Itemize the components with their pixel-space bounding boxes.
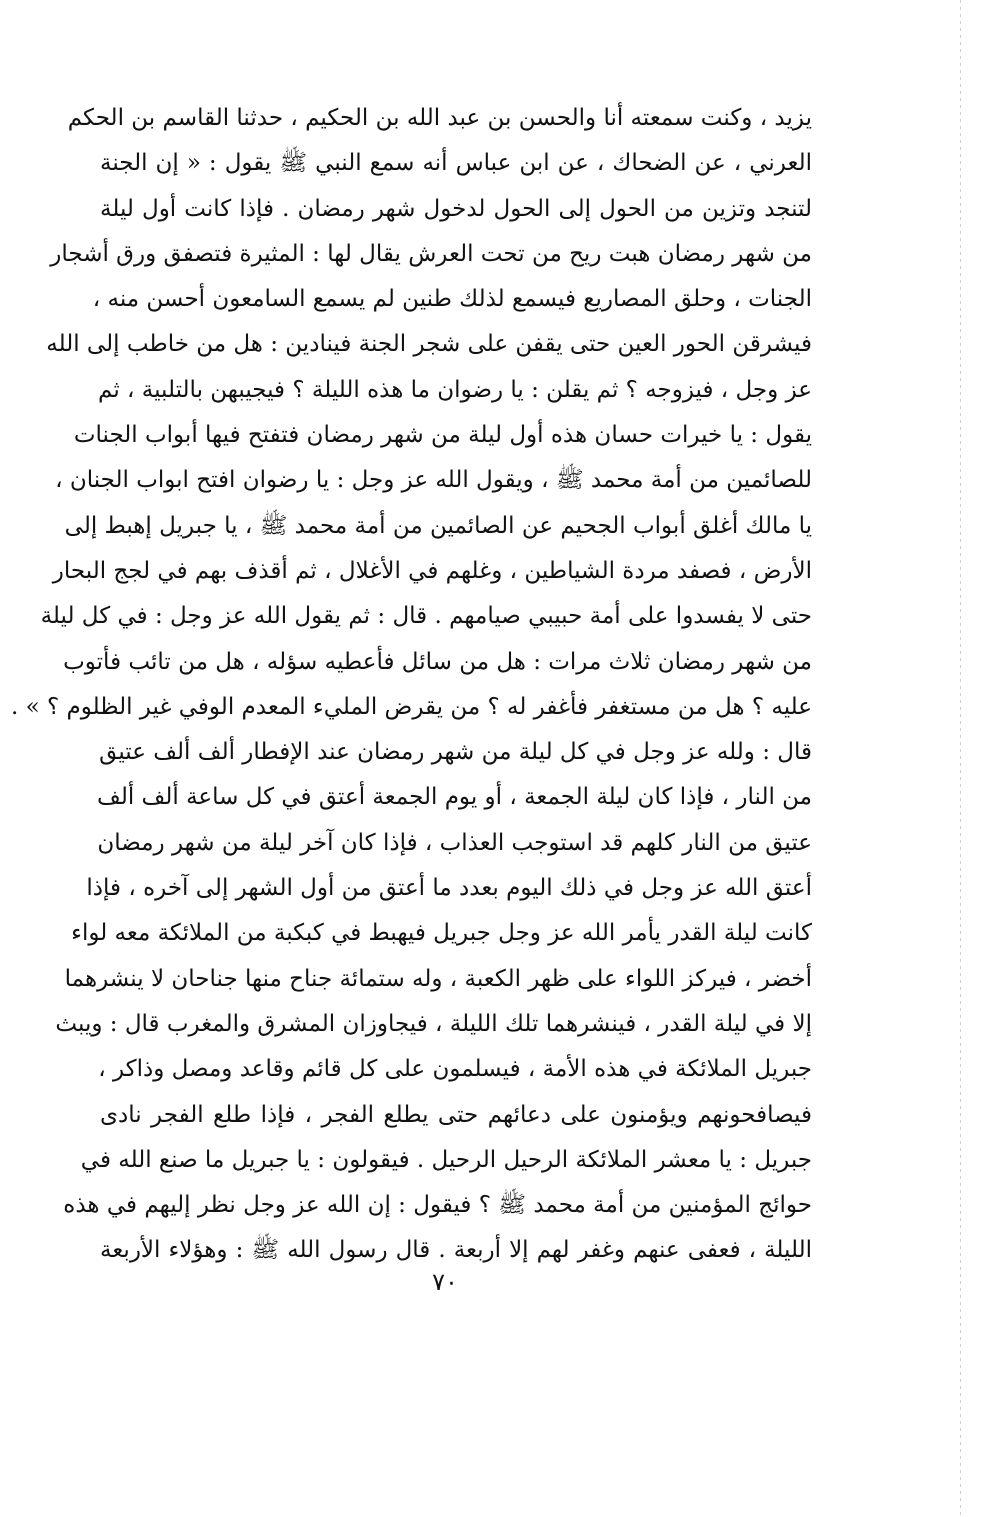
text-line-25: حوائج المؤمنين من أمة محمد ﷺ ؟ فيقول : إن الله عز وجل نظر إليهم في هذه	[63, 1192, 812, 1219]
text-line-21: إلا في ليلة القدر ، فينشرهما تلك الليلة ، فيجاوزان المشرق والمغرب قال : ويبث	[55, 1010, 812, 1037]
scan-edge-divider	[960, 0, 961, 1517]
text-line-10: يا مالك أغلق أبواب الجحيم عن الصائمين من أمة محمد ﷺ ، يا جبريل إهبط إلى	[64, 512, 812, 539]
text-line-3: لتنجد وتزين من الحول إلى الحول لدخول شهر رمضان . فإذا كانت أول ليلة	[100, 195, 812, 222]
body-text	[10, 96, 812, 1274]
text-line-23: فيصافحونهم ويؤمنون على دعائهم حتى يطلع الفجر ، فإذا طلع الفجر نادى	[100, 1101, 812, 1128]
text-line-8: يقول : يا خيرات حسان هذه أول ليلة من شهر رمضان فتفتح فيها أبواب الجنات	[73, 422, 812, 449]
text-line-5: الجنات ، وحلق المصاريع فيسمع لذلك طنين لم يسمع السامعون أحسن منه ،	[92, 286, 812, 313]
text-line-26: الليلة ، فعفى عنهم وغفر لهم إلا أربعة . قال رسول الله ﷺ : وهؤلاء الأربعة	[100, 1237, 812, 1264]
text-line-16: من النار ، فإذا كان ليلة الجمعة ، أو يوم الجمعة أعتق في كل ساعة ألف ألف	[97, 784, 812, 811]
text-line-9: للصائمين من أمة محمد ﷺ ، ويقول الله عز وجل : يا رضوان افتح ابواب الجنان ،	[55, 467, 812, 494]
text-line-6: فيشرقن الحور العين حتى يقفن على شجر الجنة فينادين : هل من خاطب إلى الله	[46, 331, 812, 358]
text-line-19: كانت ليلة القدر يأمر الله عز وجل جبريل فيهبط في كبكبة من الملائكة معه لواء	[71, 920, 812, 947]
text-line-20: أخضر ، فيركز اللواء على ظهر الكعبة ، وله ستمائة جناح منها جناحان لا ينشرهما	[64, 965, 812, 992]
text-line-24: جبريل : يا معشر الملائكة الرحيل الرحيل . فيقولون : يا جبريل ما صنع الله في	[80, 1146, 812, 1173]
text-line-14: عليه ؟ هل من مستغفر فأغفر له ؟ من يقرض المليء المعدم الوفي غير الظلوم ؟ » .	[10, 693, 812, 720]
text-line-7: عز وجل ، فيزوجه ؟ ثم يقلن : يا رضوان ما هذه الليلة ؟ فيجيبهن بالتلبية ، ثم	[98, 376, 812, 403]
text-line-2: العرني ، عن الضحاك ، عن ابن عباس أنه سمع النبي ﷺ يقول : « إن الجنة	[100, 150, 812, 177]
text-line-12: حتى لا يفسدوا على أمة حبيبي صيامهم . قال : ثم يقول الله عز وجل : في كل ليلة	[40, 603, 812, 630]
page-number: ٧٠	[432, 1268, 458, 1296]
text-line-4: من شهر رمضان هبت ريح من تحت العرش يقال لها : المثيرة فتصفق ورق أشجار	[50, 240, 812, 267]
text-line-13: من شهر رمضان ثلاث مرات : هل من سائل فأعطيه سؤله ، هل من تائب فأتوب	[63, 648, 812, 675]
text-line-15: قال : ولله عز وجل في كل ليلة من شهر رمضان عند الإفطار ألف ألف عتيق	[99, 739, 812, 766]
text-line-11: الأرض ، فصفد مردة الشياطين ، وغلهم في الأغلال ، ثم أقذف بهم في لجج البحار	[52, 557, 812, 584]
text-line-1: يزيد ، وكنت سمعته أنا والحسن بن عبد الله بن الحكيم ، حدثنا القاسم بن الحكم	[67, 105, 812, 131]
text-line-18: أعتق الله عز وجل في ذلك اليوم بعدد ما أعتق من أول الشهر إلى آخره ، فإذا	[86, 875, 812, 902]
text-line-17: عتيق من النار كلهم قد استوجب العذاب ، فإذا كان آخر ليلة من شهر رمضان	[97, 829, 812, 856]
text-line-22: جبريل الملائكة في هذه الأمة ، فيسلمون على كل قائم وقاعد ومصل وذاكر ،	[98, 1056, 812, 1083]
